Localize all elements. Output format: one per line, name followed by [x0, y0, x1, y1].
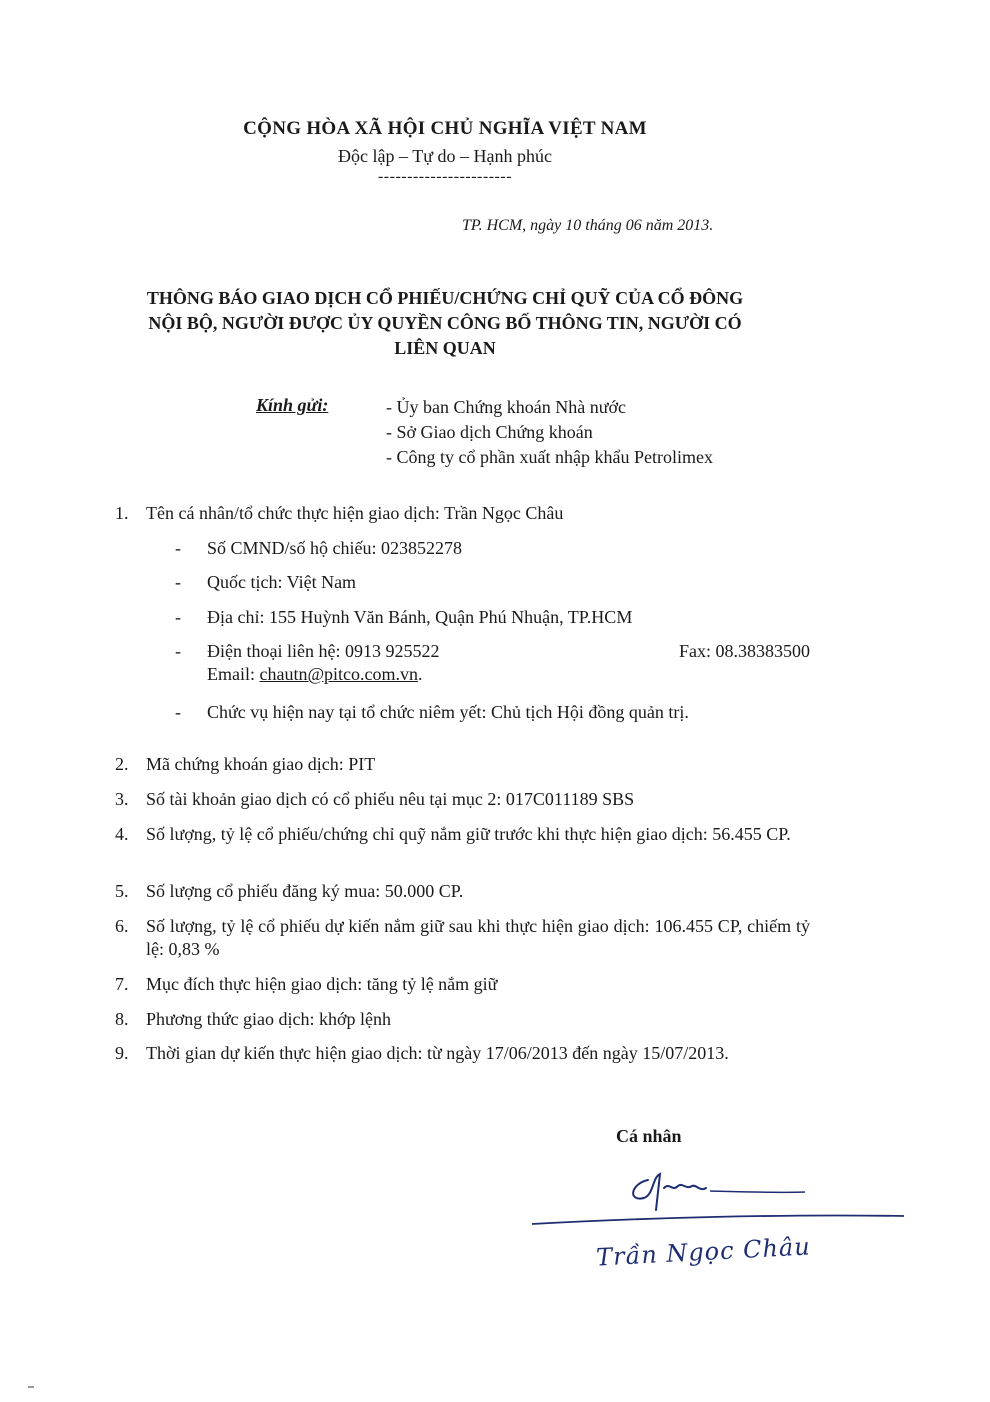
item-text: Số tài khoản giao dịch có cổ phiếu nêu tại mục 2: 017C011189 SBS — [146, 789, 635, 809]
sub-item-address: - Địa chỉ: 155 Huỳnh Văn Bánh, Quận Phú Nhuận, TP.HCM — [175, 606, 810, 629]
item-text: Số lượng cổ phiếu đăng ký mua: 50.000 CP. — [146, 881, 464, 901]
item-text: Phương thức giao dịch: khớp lệnh — [146, 1009, 392, 1029]
nationality: Quốc tịch: Việt Nam — [207, 572, 357, 592]
recipient-item: - Sở Giao dịch Chứng khoán — [386, 420, 713, 445]
item-number: 4. — [115, 824, 129, 844]
sub-item-nationality: - Quốc tịch: Việt Nam — [175, 571, 810, 594]
item-text: Số lượng, tỷ lệ cổ phiếu dự kiến nắm giữ sau khi thực hiện giao dịch: 106.455 CP, chiếm tỷ lệ: 0,83 % — [146, 916, 810, 959]
title-line-1: THÔNG BÁO GIAO DỊCH CỔ PHIẾU/CHỨNG CHỈ QUỸ CỦA CỔ ĐÔNG — [146, 288, 744, 308]
sub-item-id: - Số CMND/số hộ chiếu: 023852278 — [175, 537, 810, 560]
item-text: Thời gian dự kiến thực hiện giao dịch: từ ngày 17/06/2013 đến ngày 15/07/2013. — [146, 1043, 729, 1063]
header-separator: ----------------------- — [377, 168, 513, 185]
item-number: 5. — [115, 881, 129, 901]
document-title — [70, 286, 820, 361]
signer-name: Trần Ngọc Châu — [595, 1232, 812, 1272]
list-item — [115, 973, 810, 996]
title-line-3: LIÊN QUAN — [394, 338, 496, 358]
email-label: Email: — [207, 664, 260, 684]
list-item — [115, 1042, 810, 1065]
item-number: 3. — [115, 789, 129, 809]
fax: Fax: 08.38383500 — [678, 641, 810, 661]
item-number: 6. — [115, 916, 129, 936]
item-number: 7. — [115, 974, 129, 994]
email-link[interactable]: chautn@pitco.com.vn — [259, 664, 419, 684]
recipient-item: - Ủy ban Chứng khoán Nhà nước — [386, 395, 713, 420]
recipients-label: Kính gửi: — [256, 395, 329, 415]
recipient-item: - Công ty cổ phần xuất nhập khẩu Petrolimex — [386, 445, 713, 470]
item-number: 9. — [115, 1043, 129, 1063]
recipients-list — [386, 395, 713, 470]
item-number: 2. — [115, 754, 129, 774]
phone: Điện thoại liên hệ: 0913 925522 — [207, 641, 440, 661]
national-motto: Độc lập – Tự do – Hạnh phúc — [338, 146, 552, 166]
position: Chức vụ hiện nay tại tổ chức niêm yết: Chủ tịch Hội đồng quản trị. — [207, 702, 689, 722]
scan-speck — [28, 1386, 34, 1388]
item-text: Mục đích thực hiện giao dịch: tăng tỷ lệ nắm giữ — [146, 974, 498, 994]
list-item — [115, 1008, 810, 1031]
title-line-2: NỘI BỘ, NGƯỜI ĐƯỢC ỦY QUYỀN CÔNG BỐ THÔNG TIN, NGƯỜI CÓ — [148, 313, 742, 333]
item-text: Mã chứng khoán giao dịch: PIT — [146, 754, 376, 774]
address: Địa chỉ: 155 Huỳnh Văn Bánh, Quận Phú Nhuận, TP.HCM — [207, 607, 633, 627]
list-item — [115, 788, 810, 811]
item-text: Tên cá nhân/tổ chức thực hiện giao dịch: Trần Ngọc Châu — [146, 503, 564, 523]
list-item — [115, 753, 810, 776]
item-number: 1. — [115, 503, 129, 523]
id-number: Số CMND/số hộ chiếu: 023852278 — [207, 538, 463, 558]
dateline: TP. HCM, ngày 10 tháng 06 năm 2013. — [462, 217, 714, 234]
signature-scribble-icon — [520, 1158, 920, 1238]
signer-label: Cá nhân — [616, 1126, 682, 1146]
sub-item-position: - Chức vụ hiện nay tại tổ chức niêm yết: Chủ tịch Hội đồng quản trị. — [175, 701, 810, 724]
list-item — [115, 502, 810, 525]
email-suffix: . — [418, 664, 423, 684]
list-item — [115, 823, 810, 846]
national-title: CỘNG HÒA XÃ HỘI CHỦ NGHĨA VIỆT NAM — [243, 118, 647, 139]
item-text: Số lượng, tỷ lệ cổ phiếu/chứng chỉ quỹ nắm giữ trước khi thực hiện giao dịch: 56.455 CP. — [146, 824, 791, 844]
list-item — [115, 880, 810, 903]
sub-item-contact: - Điện thoại liên hệ: 0913 925522 Fax: 08.38383500 Email: chautn@pitco.com.vn. — [175, 641, 810, 684]
list-item — [115, 915, 810, 961]
item-number: 8. — [115, 1009, 129, 1029]
